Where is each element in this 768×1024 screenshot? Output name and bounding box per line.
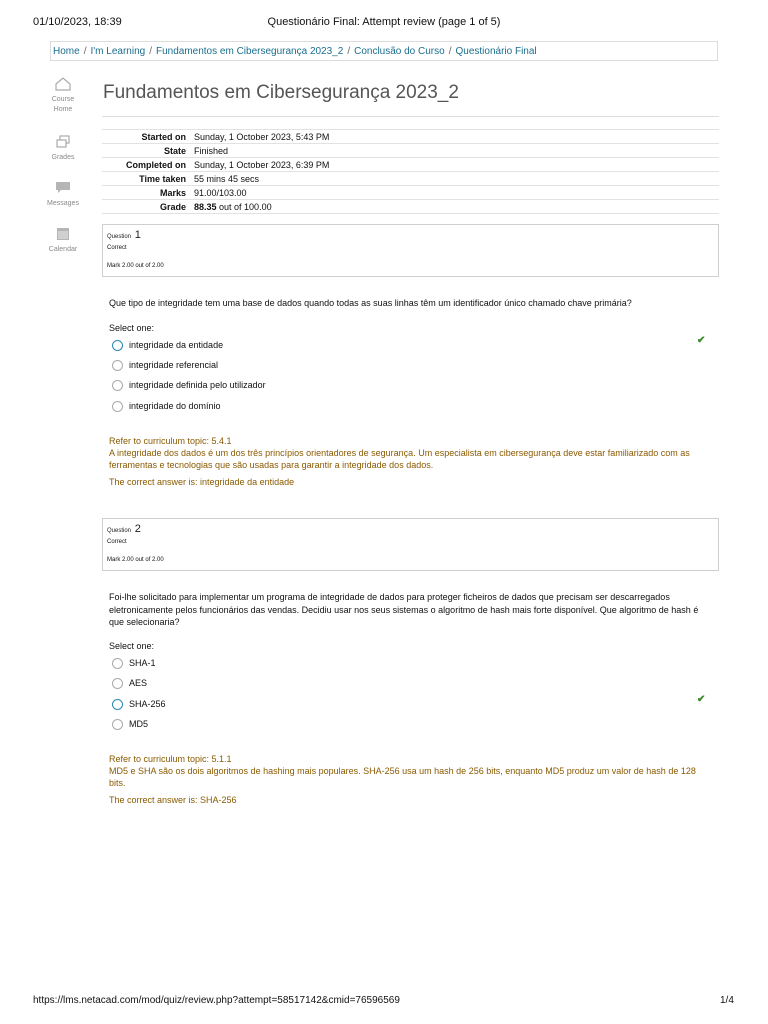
summary-row bbox=[102, 130, 719, 144]
question-info-2 bbox=[102, 518, 719, 571]
grades-icon bbox=[55, 135, 71, 149]
page-number: 1/4 bbox=[720, 995, 734, 1006]
question-mark: Mark 2.00 out of 2.00 bbox=[107, 263, 164, 269]
page-title: Fundamentos em Cibersegurança 2023_2 bbox=[103, 82, 459, 103]
breadcrumb-separator: / bbox=[83, 46, 87, 57]
question-label: Question bbox=[107, 528, 132, 534]
breadcrumb-section[interactable]: Conclusão do Curso bbox=[354, 46, 445, 57]
radio-button-selected[interactable] bbox=[112, 699, 123, 710]
summary-row bbox=[102, 200, 719, 214]
breadcrumb-home[interactable]: Home bbox=[53, 46, 80, 57]
radio-button[interactable] bbox=[112, 719, 123, 730]
breadcrumb-separator: / bbox=[448, 46, 452, 57]
sidebar-item-messages[interactable] bbox=[44, 181, 82, 209]
summary-row bbox=[102, 144, 719, 158]
summary-value: Finished bbox=[190, 144, 719, 158]
messages-icon bbox=[55, 181, 71, 195]
summary-value bbox=[190, 200, 719, 214]
sidebar-item-calendar[interactable] bbox=[44, 227, 82, 255]
grade-out-of: out of 100.00 bbox=[216, 201, 272, 212]
answer-option[interactable] bbox=[112, 378, 266, 392]
summary-row bbox=[102, 158, 719, 172]
print-datetime: 01/10/2023, 18:39 bbox=[33, 16, 122, 28]
question-number bbox=[107, 229, 141, 241]
feedback-topic: Refer to curriculum topic: 5.4.1 bbox=[109, 436, 232, 446]
question-label: Question bbox=[107, 234, 132, 240]
radio-button[interactable] bbox=[112, 658, 123, 669]
answer-option[interactable] bbox=[112, 697, 166, 711]
correct-check-icon: ✔ bbox=[697, 694, 706, 705]
question-number bbox=[107, 523, 141, 535]
answer-option[interactable] bbox=[112, 656, 156, 670]
select-one-label: Select one: bbox=[109, 641, 155, 651]
radio-button[interactable] bbox=[112, 360, 123, 371]
answer-option[interactable] bbox=[112, 676, 147, 690]
summary-value: 55 mins 45 secs bbox=[190, 172, 719, 186]
feedback-text: A integridade dos dados é um dos três princípios orientadores de segurança. Um especialista em cibersegurança deve estar familiarizado com as ferramentas e tecnologias que são usadas para garantir a integridade dos dados. bbox=[109, 448, 690, 470]
summary-key: Started on bbox=[102, 130, 190, 144]
option-label: AES bbox=[129, 678, 148, 688]
divider bbox=[102, 116, 719, 117]
question-number-value: 2 bbox=[134, 523, 141, 535]
question-state: Correct bbox=[107, 245, 127, 251]
summary-value: Sunday, 1 October 2023, 5:43 PM bbox=[190, 130, 719, 144]
option-label: SHA-1 bbox=[129, 658, 156, 668]
option-label: SHA-256 bbox=[129, 699, 166, 709]
option-label: MD5 bbox=[129, 719, 149, 729]
feedback bbox=[109, 753, 709, 806]
page-url: https://lms.netacad.com/mod/quiz/review.php?attempt=58517142&cmid=76596569 bbox=[33, 995, 400, 1006]
option-label: integridade definida pelo utilizador bbox=[129, 380, 266, 390]
summary-row bbox=[102, 186, 719, 200]
question-number-value: 1 bbox=[134, 229, 141, 241]
answer-option[interactable] bbox=[112, 358, 218, 372]
option-label: integridade referencial bbox=[129, 360, 219, 370]
breadcrumb-course[interactable]: Fundamentos em Cibersegurança 2023_2 bbox=[155, 46, 344, 57]
grade-value: 88.35 bbox=[194, 201, 217, 212]
breadcrumb-separator: / bbox=[149, 46, 152, 57]
breadcrumb-quiz[interactable]: Questionário Final bbox=[455, 46, 537, 57]
sidebar-item-course-home[interactable] bbox=[44, 77, 82, 115]
radio-button[interactable] bbox=[112, 401, 123, 412]
answer-option[interactable] bbox=[112, 399, 221, 413]
feedback-topic: Refer to curriculum topic: 5.1.1 bbox=[109, 754, 232, 764]
breadcrumb-separator: / bbox=[347, 46, 351, 57]
feedback-text: MD5 e SHA são os dois algoritmos de hashing mais populares. SHA-256 usa um hash de 256 bits, enquanto MD5 produz um valor de hash de 128 bits. bbox=[109, 766, 696, 788]
attempt-summary-table bbox=[102, 129, 719, 214]
question-info-1 bbox=[102, 224, 719, 277]
option-label: integridade da entidade bbox=[129, 340, 224, 350]
calendar-icon bbox=[55, 227, 71, 241]
question-text: Foi-lhe solicitado para implementar um programa de integridade de dados para proteger ficheiros de dados que precisam ser descarregados eletronicamente pelos funcionários das vendas. Decidiu usar nos seus sistemas o algoritmo de hash mais forte disponível. Que algoritmo de hash é que selecionaria? bbox=[109, 592, 699, 627]
question-text: Que tipo de integridade tem uma base de dados quando todas as suas linhas têm um identificador único chamado chave primária? bbox=[109, 298, 632, 308]
sidebar-item-label: Grades bbox=[51, 154, 75, 161]
correct-answer: The correct answer is: integridade da entidade bbox=[109, 477, 295, 487]
summary-key: State bbox=[102, 144, 190, 158]
breadcrumb-im-learning[interactable]: I'm Learning bbox=[90, 46, 146, 57]
correct-check-icon: ✔ bbox=[697, 335, 706, 346]
sidebar-item-grades[interactable] bbox=[44, 135, 82, 163]
breadcrumb bbox=[50, 41, 718, 61]
question-state: Correct bbox=[107, 539, 127, 545]
summary-key: Marks bbox=[102, 186, 190, 200]
summary-value: Sunday, 1 October 2023, 6:39 PM bbox=[190, 158, 719, 172]
sidebar-item-label: Calendar bbox=[48, 246, 78, 253]
summary-key: Grade bbox=[102, 200, 190, 214]
radio-button-selected[interactable] bbox=[112, 340, 123, 351]
feedback bbox=[109, 435, 709, 488]
question-mark: Mark 2.00 out of 2.00 bbox=[107, 557, 164, 563]
select-one-label: Select one: bbox=[109, 323, 155, 333]
print-title: Questionário Final: Attempt review (page 1 of 5) bbox=[267, 16, 501, 28]
summary-key: Time taken bbox=[102, 172, 190, 186]
sidebar-item-label: Course Home bbox=[51, 96, 75, 113]
answer-option[interactable] bbox=[112, 717, 148, 731]
radio-button[interactable] bbox=[112, 678, 123, 689]
summary-row bbox=[102, 172, 719, 186]
option-label: integridade do domínio bbox=[129, 401, 221, 411]
summary-value: 91.00/103.00 bbox=[190, 186, 719, 200]
radio-button[interactable] bbox=[112, 380, 123, 391]
correct-answer: The correct answer is: SHA-256 bbox=[109, 795, 237, 805]
summary-key: Completed on bbox=[102, 158, 190, 172]
sidebar-item-label: Messages bbox=[47, 200, 79, 207]
answer-option[interactable] bbox=[112, 338, 223, 352]
course-home-icon bbox=[55, 77, 71, 91]
